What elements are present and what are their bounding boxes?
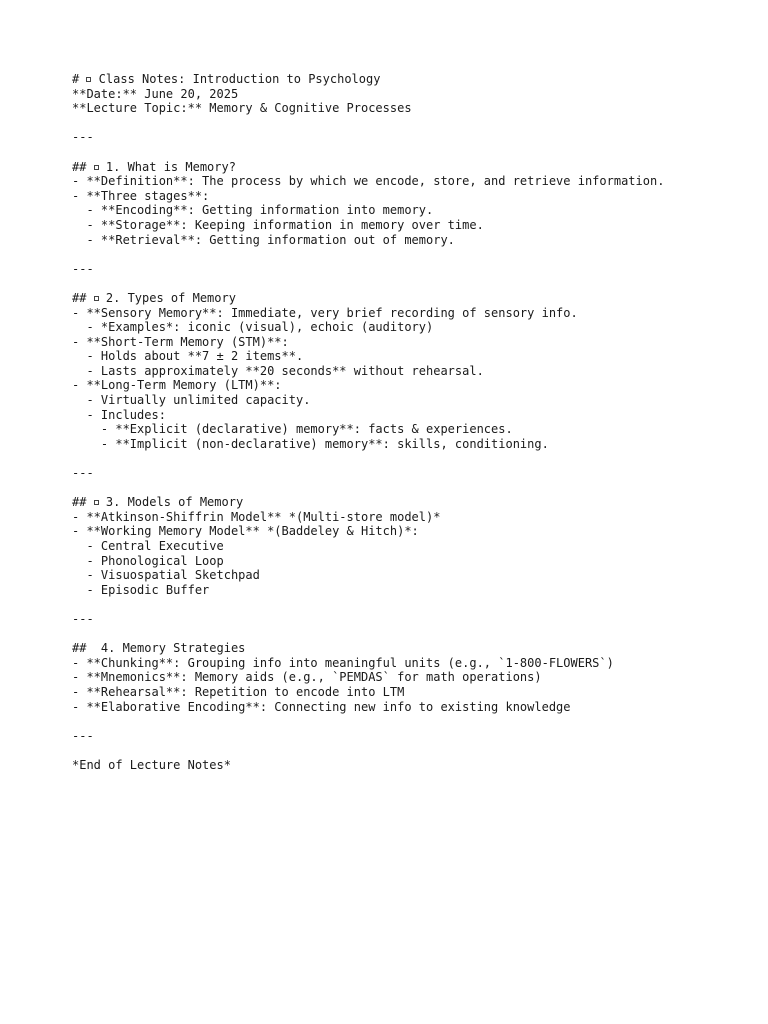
heading-marker: # <box>72 72 87 86</box>
blank-line <box>72 481 752 496</box>
text-line: - **Three stages**: <box>72 188 210 203</box>
markdown-document <box>72 72 752 773</box>
blank-line <box>72 627 752 642</box>
horizontal-rule-line: --- <box>72 611 94 626</box>
text-line: - **Chunking**: Grouping info into meaningful units (e.g., `1-800-FLOWERS`) <box>72 655 614 670</box>
text-line: - Virtually unlimited capacity. <box>72 393 311 408</box>
text-line: ## 4. Memory Strategies <box>72 641 246 656</box>
text-line: - **Mnemonics**: Memory aids (e.g., `PEMDAS` for math operations) <box>72 670 542 685</box>
heading-text: 2. Types of Memory <box>98 290 236 305</box>
blank-line <box>72 145 752 160</box>
text-line: - Episodic Buffer <box>72 582 210 597</box>
text-line: - **Encoding**: Getting information into memory. <box>72 203 434 218</box>
heading-line <box>72 495 752 510</box>
text-line: - **Working Memory Model** *(Baddeley & Hitch)*: <box>72 524 419 539</box>
text-line: - Phonological Loop <box>72 553 224 568</box>
text-line: **Date:** June 20, 2025 <box>72 86 239 101</box>
blank-line <box>72 451 752 466</box>
horizontal-rule-line: --- <box>72 466 94 481</box>
text-line: - **Storage**: Keeping information in memory over time. <box>72 217 484 232</box>
text-line: - Holds about **7 ± 2 items**. <box>72 349 304 364</box>
text-line: - **Sensory Memory**: Immediate, very brief recording of sensory info. <box>72 305 578 320</box>
blank-line <box>72 276 752 291</box>
text-line: - **Retrieval**: Getting information out of memory. <box>72 232 455 247</box>
blank-line <box>72 714 752 729</box>
text-line: - Central Executive <box>72 539 224 553</box>
heading-line <box>72 72 752 87</box>
horizontal-rule-line: --- <box>72 728 94 743</box>
text-line: - **Long-Term Memory (LTM)**: <box>72 378 282 393</box>
horizontal-rule-line: --- <box>72 261 94 276</box>
text-line: - **Short-Term Memory (STM)**: <box>72 334 289 349</box>
blank-line <box>72 116 752 131</box>
heading-text: 1. What is Memory? <box>98 159 236 174</box>
text-line: - Visuospatial Sketchpad <box>72 568 260 583</box>
heading-marker: ## <box>72 495 94 510</box>
text-line: - **Explicit (declarative) memory**: facts & experiences. <box>72 422 513 437</box>
text-line: - **Definition**: The process by which we encode, store, and retrieve information. <box>72 174 665 189</box>
text-line: *End of Lecture Notes* <box>72 757 231 772</box>
text-line: - **Rehearsal**: Repetition to encode into LTM <box>72 684 405 699</box>
text-line: - *Examples*: iconic (visual), echoic (auditory) <box>72 320 434 335</box>
blank-line <box>72 247 752 262</box>
heading-text: 3. Models of Memory <box>98 495 244 510</box>
text-line: - Includes: <box>72 407 166 422</box>
heading-line <box>72 160 752 175</box>
heading-text: Class Notes: Introduction to Psychology <box>91 72 381 86</box>
text-line: - **Atkinson-Shiffrin Model** *(Multi-store model)* <box>72 509 441 524</box>
horizontal-rule-line: --- <box>72 130 94 145</box>
text-line: **Lecture Topic:** Memory & Cognitive Processes <box>72 101 412 116</box>
heading-marker: ## <box>72 290 94 305</box>
heading-line <box>72 291 752 306</box>
text-line: - Lasts approximately **20 seconds** without rehearsal. <box>72 363 484 378</box>
blank-line <box>72 597 752 612</box>
blank-line <box>72 743 752 758</box>
text-line: - **Implicit (non-declarative) memory**: skills, conditioning. <box>72 436 549 451</box>
text-line: - **Elaborative Encoding**: Connecting new info to existing knowledge <box>72 699 571 714</box>
heading-marker: ## <box>72 159 94 174</box>
